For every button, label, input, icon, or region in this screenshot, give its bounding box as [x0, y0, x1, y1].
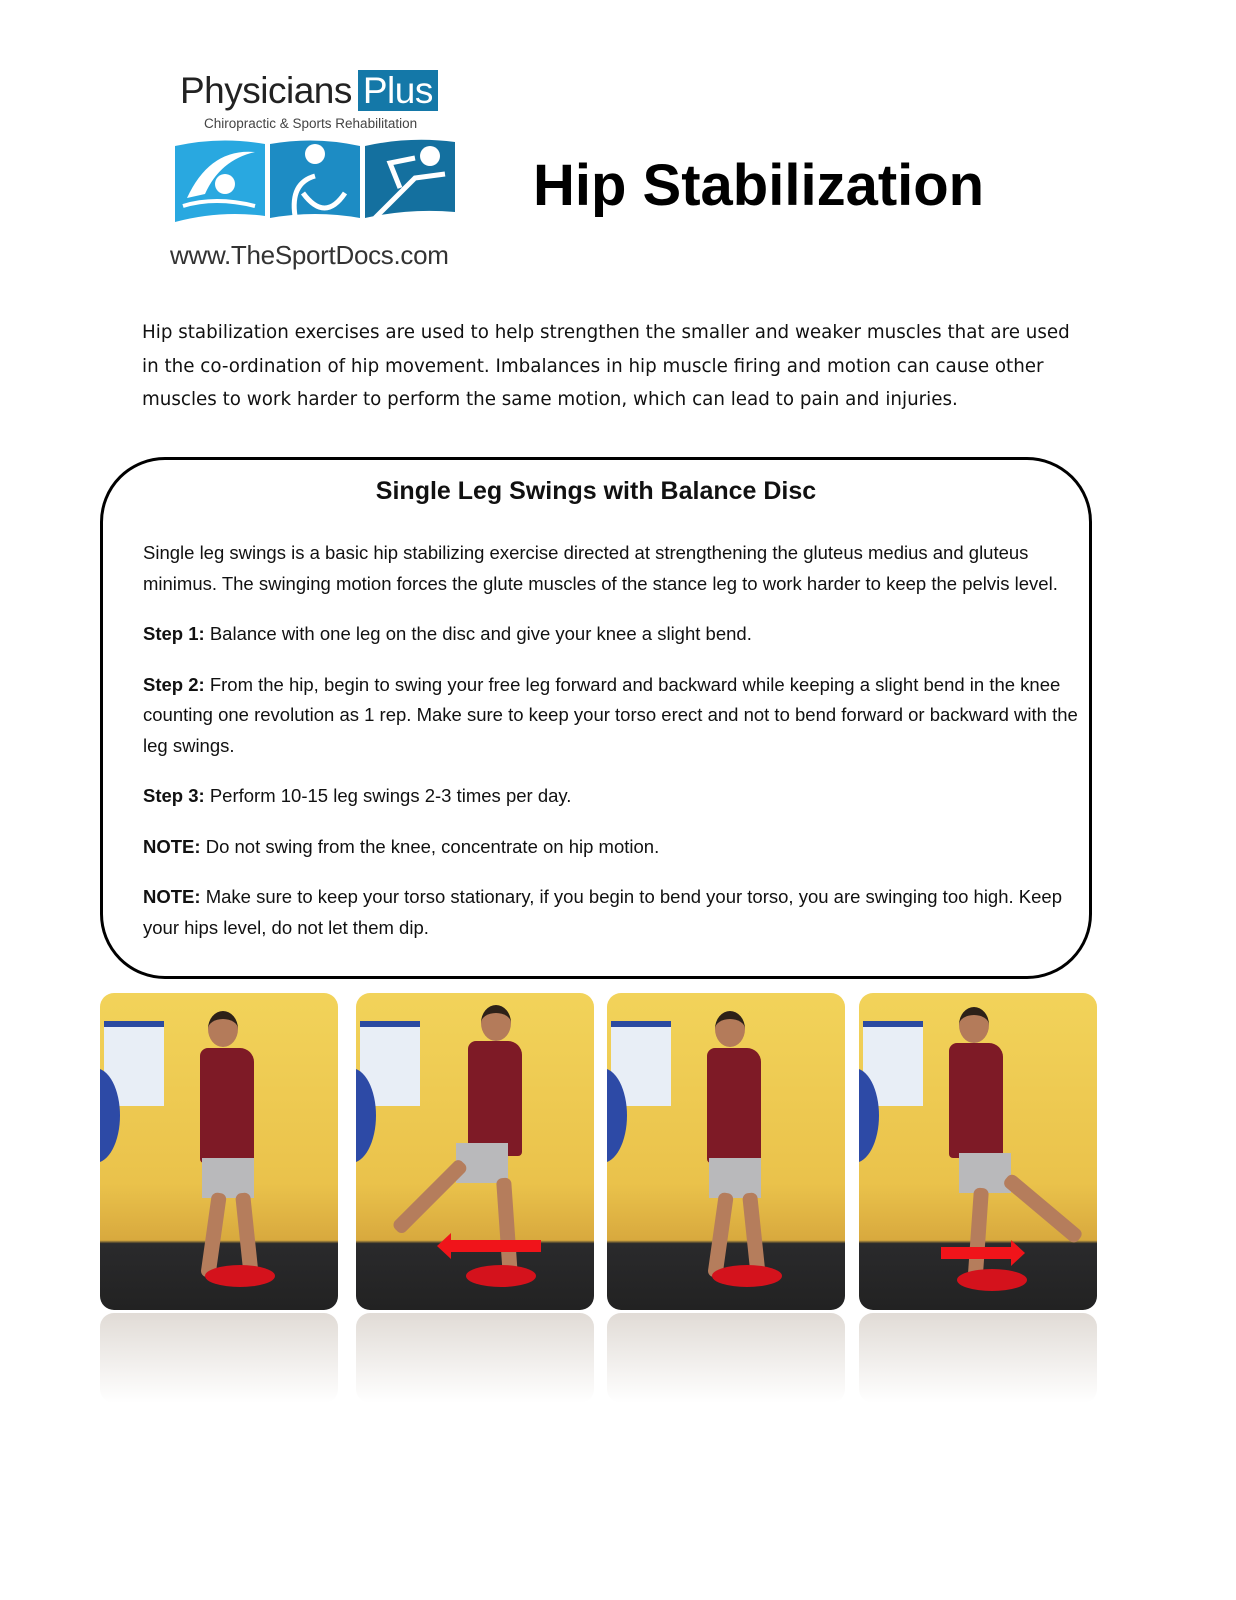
photo-leg-forward: [356, 993, 594, 1310]
exercise-heading: Single Leg Swings with Balance Disc: [375, 477, 817, 505]
logo-brand-plus: Plus: [358, 70, 438, 111]
page-title: Hip Stabilization: [533, 153, 985, 218]
logo: [170, 68, 460, 273]
step-label: Step 2:: [143, 673, 205, 695]
step-text: From the hip, begin to swing your free leg forward and backward while keeping a slight bend in the knee counting one revolution as 1 rep. Make sure to keep your torso erect and not to bend forward or backward with the leg swings.: [143, 673, 1078, 756]
exercise-description: Single leg swings is a basic hip stabilizing exercise directed at strengthening the gluteus medius and gluteus minimus. The swinging motion forces the glute muscles of the stance leg to work harder to keep the pelvis level.: [143, 542, 1058, 594]
photo-standing-1: [100, 993, 338, 1310]
logo-brand: Physicians: [180, 70, 352, 111]
note-label: NOTE:: [143, 835, 201, 857]
photo-reflection: [100, 1313, 338, 1403]
photo-standing-2: [607, 993, 845, 1310]
step-text: Perform 10-15 leg swings 2-3 times per day.: [204, 785, 572, 806]
exercise-body: [143, 538, 1078, 963]
exercise-box: [100, 457, 1092, 979]
step-1: [143, 619, 1078, 650]
photo-reflection: [356, 1313, 594, 1403]
note-label: NOTE:: [143, 886, 201, 907]
intro-paragraph: Hip stabilization exercises are used to help strengthen the smaller and weaker muscles that are used in the co-ordination of hip movement. Imbalances in hip muscle firing and motion can cause other muscles to work harder to perform the same motion, which can lead to pain and injuries.: [142, 322, 1070, 410]
note-2: [143, 882, 1078, 943]
step-2: [143, 670, 1078, 762]
logo-sport-icons: [175, 138, 455, 226]
exercise-photos: [100, 993, 1096, 1413]
photo-reflection: [859, 1313, 1097, 1403]
logo-tagline: Chiropractic & Sports Rehabilitation: [204, 116, 418, 131]
step-label: Step 1:: [143, 623, 205, 644]
photo-leg-back: [859, 993, 1097, 1310]
note-text: Do not swing from the knee, concentrate on hip motion.: [200, 835, 660, 857]
arrow-right-icon: [941, 1247, 1011, 1259]
step-label: Step 3:: [143, 785, 205, 806]
note-text: Make sure to keep your torso stationary, if you begin to bend your torso, you are swinging too high. Keep your hips level, do not let them dip.: [143, 886, 1062, 938]
logo-url: www.TheSportDocs.com: [170, 240, 449, 270]
note-1: [143, 832, 1078, 863]
photo-reflection: [607, 1313, 845, 1403]
step-3: [143, 781, 1078, 812]
arrow-left-icon: [451, 1240, 541, 1252]
step-text: Balance with one leg on the disc and give your knee a slight bend.: [204, 623, 752, 644]
